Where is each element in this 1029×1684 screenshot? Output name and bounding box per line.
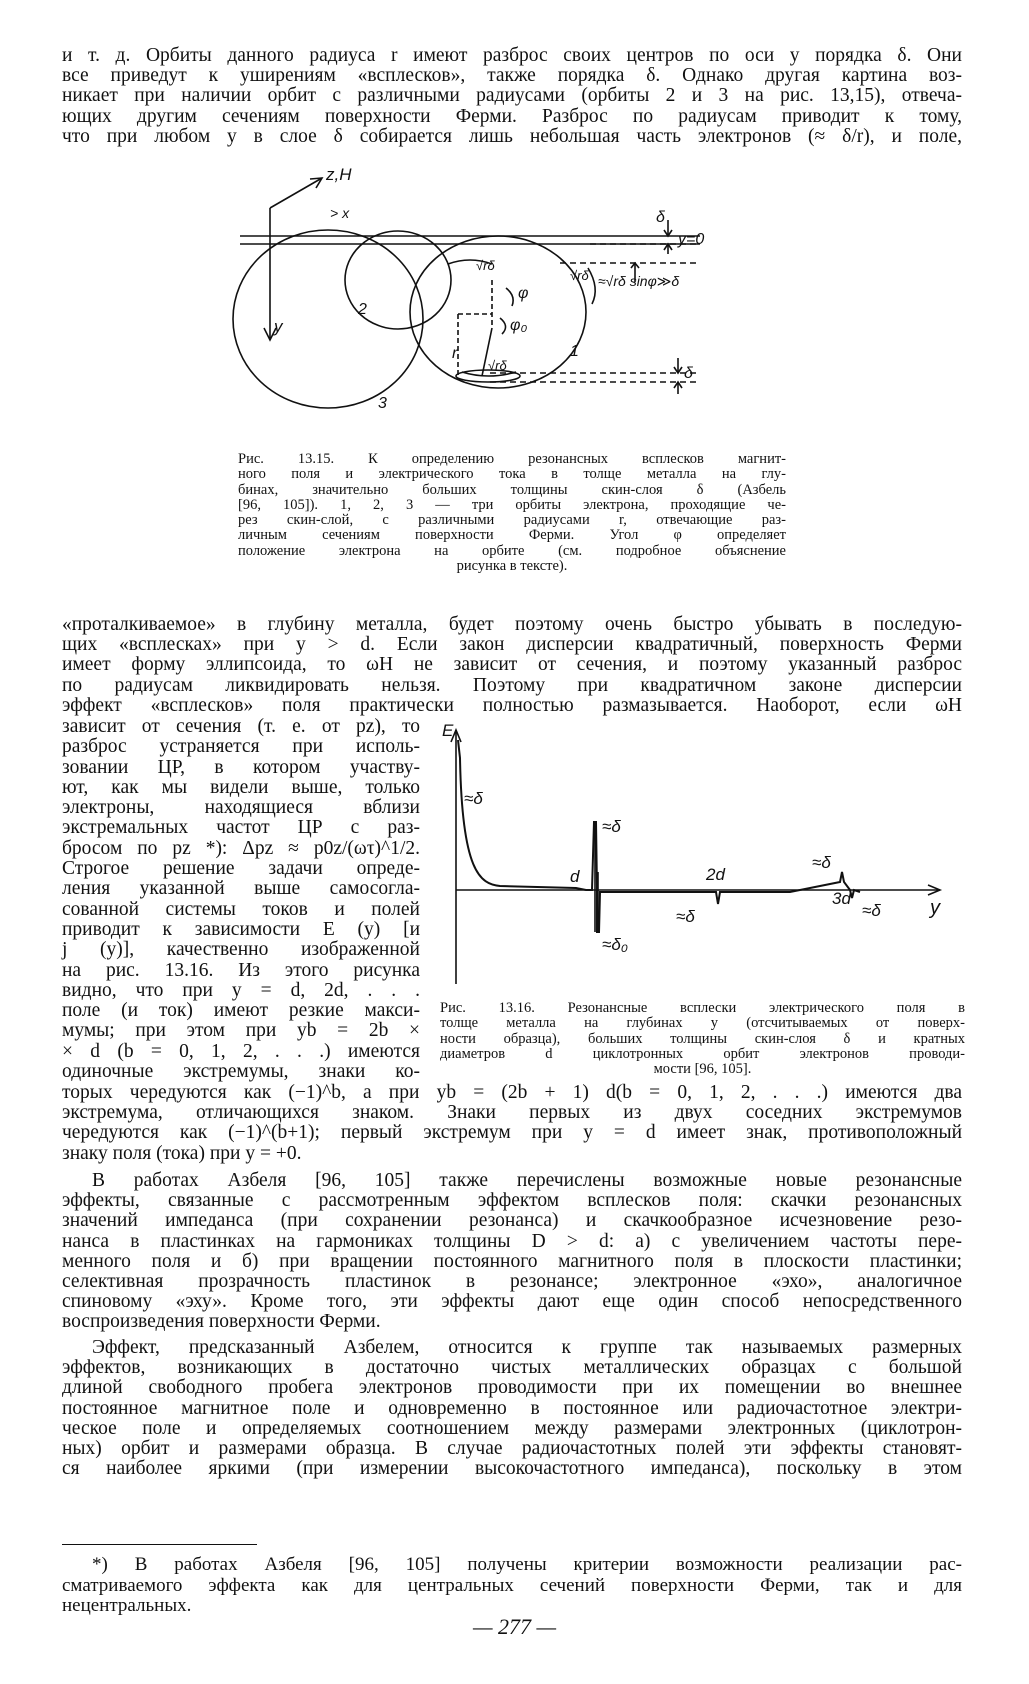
label-orbit-3: 3 <box>378 395 387 412</box>
label-phi: φ <box>518 285 529 302</box>
text-line: мумы; при этом при yb = 2b × <box>62 1020 420 1042</box>
text-line: зависит от сечения (т. е. от pz), то <box>62 716 420 737</box>
caption-line: ности образца), больших толщины скин-слоя δ и кратных <box>440 1030 965 1047</box>
text-line: никает при наличии орбит с различными радиусами (орбиты 2 и 3 на рис. 13,15), отвеча- <box>62 85 962 107</box>
text-line: сованной системы токов и полей <box>62 898 420 920</box>
page-number: — 277 — <box>472 1614 557 1639</box>
label-approx-delta-2: ≈δ <box>602 817 621 836</box>
text-line: воспроизведения поверхности Ферми. <box>62 1311 381 1333</box>
text-line: эффект «всплесков» поля практически полностью размазывается. Наоборот, если ωH <box>62 694 962 716</box>
footnote-line: нецентральных. <box>62 1595 192 1616</box>
label-r: r <box>452 345 458 362</box>
text-line: и т. д. Орбиты данного радиуса r имеют разброс своих центров по оси y порядка δ. Они <box>62 45 962 66</box>
label-y-eq-0: y=0 <box>678 231 705 248</box>
text-line: электроны, находящиеся вблизи <box>62 797 420 819</box>
text-line: все приведут к уширениям «всплесков», также порядка δ. Однако другая картина воз- <box>62 65 962 87</box>
orbit-3 <box>233 230 423 408</box>
text-line: значений импеданса (при сохранении резонанса) и скачкообразное исчезновение резо- <box>62 1210 962 1232</box>
label-E: E <box>442 722 454 740</box>
text-line: экстремума, отличающихся знаком. Знаки первых из двух соседних экстремумов <box>62 1102 962 1124</box>
label-approx-delta-5: ≈δ <box>862 901 881 920</box>
text-line: чередуются как (−1)^(b+1); первый экстремум при y = d имеет знак, противоположный <box>62 1122 962 1144</box>
caption-line: рез скин-слой, с различными радиусами r, отвечающие раз- <box>238 512 786 529</box>
caption-13-15 <box>238 452 786 574</box>
label-2d: 2d <box>706 865 725 884</box>
text-line: поле (и ток) имеют резкие макси- <box>62 1000 420 1022</box>
paragraph-after <box>62 1083 962 1164</box>
label-x: > x <box>330 205 350 221</box>
figure-13-15 <box>230 168 790 448</box>
text-line: по радиусам ликвидировать нельзя. Поэтому при квадратичном законе дисперсии <box>62 674 962 696</box>
label-sqrt-rd-3: √rδ <box>488 358 507 373</box>
text-line: j (y)], качественно изображенной <box>62 939 420 961</box>
label-y: y <box>274 317 283 336</box>
caption-line: мости [96, 105]. <box>653 1061 752 1078</box>
text-line: знаку поля (тока) при y = +0. <box>62 1142 302 1164</box>
paragraph-azbel <box>62 1171 962 1333</box>
label-delta-bottom: δ <box>684 365 693 382</box>
text-line: ют, как мы видели выше, только <box>62 776 420 798</box>
text-line: ся наиболее яркими (при измерении высокочастотного импеданса), поскольку в этом <box>62 1458 962 1480</box>
label-y: y <box>930 897 940 919</box>
label-d: d <box>570 867 580 886</box>
text-line: постоянное магнитное поле и одновременно в постоянное или радиочастотное электри- <box>62 1397 962 1419</box>
label-approx-delta-1: ≈δ <box>464 789 483 808</box>
text-line: приводит к зависимости E (y) [и <box>62 918 420 940</box>
text-line: эффектов, возникающих в достаточно чистых металлических образцах с большой <box>62 1357 962 1379</box>
text-line: длиной свободного пробега электронов проводимости при их помещении во внешнее <box>62 1377 962 1399</box>
text-line: селективная прозрачность пластинок в резонансе; электронное «эхо», аналогичное <box>62 1271 962 1293</box>
caption-line: толще металла на глубинах y (отсчитываемых от поверх- <box>440 1015 965 1032</box>
text-line: Строгое решение задачи опреде- <box>62 858 420 880</box>
text-line: одиночные экстремумы, знаки ко- <box>62 1061 420 1083</box>
label-zH: z,H <box>326 168 352 184</box>
paragraph-narrow <box>62 717 420 1082</box>
label-sqrt-rd-1: √rδ <box>476 258 495 273</box>
text-line: Эффект, предсказанный Азбелем, относится к группе так называемых размерных <box>92 1337 962 1358</box>
caption-line: бинах, значительно больших толщины скин-слоя δ (Азбель <box>238 481 786 498</box>
caption-line: [96, 105]). 1, 2, 3 — три орбиты электрона, проходящие че- <box>238 496 786 513</box>
caption-line: положение электрона на орбите (см. подробное объяснение <box>238 542 786 559</box>
text-line: менного поля и б) при вращении постоянного магнитного поля в плоскости пластинки; <box>62 1250 962 1272</box>
text-line: бросом по pz *): Δpz ≈ p0z/(ωτ)^1/2. <box>62 837 420 859</box>
text-line: ющих другим сечениям поверхности Ферми. Разброс по радиусам приводит к тому, <box>62 105 962 127</box>
label-delta-top: δ <box>656 209 665 226</box>
caption-line: ного поля и электрического тока в толще металла на глу- <box>238 466 786 483</box>
footnote-line: сматриваемого эффекта как для центральных сечений поверхности Ферми, так и для <box>62 1574 962 1596</box>
text-line: щих «всплесках» при y > d. Если закон дисперсии квадратичный, поверхность Ферми <box>62 634 962 656</box>
text-line: ных) орбит и размерами образца. В случае радиочастотных полей эти эффекты становят- <box>62 1438 962 1460</box>
text-line: экстремальных частот ЦР с раз- <box>62 817 420 839</box>
text-line: разброс устраняется при исполь- <box>62 736 420 758</box>
text-line: зовании ЦР, в котором участву- <box>62 756 420 778</box>
zH-axis-line <box>270 178 322 208</box>
figure-13-16 <box>440 722 960 992</box>
text-line: ления указанной выше самосогла- <box>62 878 420 900</box>
label-3d: 3d <box>832 889 851 908</box>
text-line: нанса в пластинках на гармониках толщины D > d: а) с увеличением частоты пере- <box>62 1230 962 1252</box>
text-line: что при любом y в слое δ собирается лишь небольшая часть электронов (≈ δ/r), и поле, <box>62 125 962 147</box>
label-orbit-2: 2 <box>358 301 367 318</box>
footnote-rule <box>62 1544 257 1545</box>
footnote <box>62 1555 962 1617</box>
paragraph-effect <box>62 1338 962 1479</box>
text-line: на рис. 13.16. Из этого рисунка <box>62 959 420 981</box>
caption-13-16 <box>440 1001 965 1077</box>
paragraph-top <box>62 46 962 147</box>
text-line: × d (b = 0, 1, 2, . . .) имеются <box>62 1040 420 1062</box>
footnote-line: *) В работах Азбеля [96, 105] получены критерии возможности реализации рас- <box>92 1554 962 1575</box>
text-line: В работах Азбеля [96, 105] также перечислены возможные новые резонансные <box>92 1170 962 1191</box>
text-line: спиновому «эху». Кроме того, эти эффекты дают еще один способ непосредственного <box>62 1291 962 1313</box>
label-approx-delta-3: ≈δ <box>812 853 831 872</box>
text-line: эффекты, связанные с рассмотренным эффектом всплесков поля: скачки резонансных <box>62 1190 962 1212</box>
caption-line: Рис. 13.16. Резонансные всплески электрического поля в <box>440 1000 965 1016</box>
text-line: торых чередуются как (−1)^b, а при yb = (2b + 1) d(b = 0, 1, 2, . . .) имеются два <box>62 1082 962 1103</box>
label-sqrt-rd-2: √rδ <box>570 268 589 283</box>
label-approx-expr: ≈√rδ sinφ≫δ <box>598 273 680 289</box>
label-orbit-1: 1 <box>570 343 579 360</box>
paragraph-mid <box>62 615 962 716</box>
caption-line: личным сечениям поверхности Ферми. Угол φ определяет <box>238 527 786 544</box>
caption-line: диаметров d циклотронных орбит электронов проводи- <box>440 1045 965 1062</box>
caption-line: рисунка в тексте). <box>456 558 568 575</box>
text-line: имеет форму эллипсоида, то ωH не зависит от сечения, и поэтому указанный разброс <box>62 654 962 676</box>
text-line: «проталкиваемое» в глубину металла, будет поэтому очень быстро убывать в последую- <box>62 614 962 635</box>
label-approx-delta0: ≈δ₀ <box>602 935 628 954</box>
label-approx-delta-4: ≈δ <box>676 907 695 926</box>
caption-line: Рис. 13.15. К определению резонансных всплесков магнит- <box>238 451 786 467</box>
text-line: видно, что при y = d, 2d, . . . <box>62 979 420 1001</box>
label-phi0: φ₀ <box>510 317 528 334</box>
text-line: ческое поле и определяемых соотношением между размерами электронных (циклотрон- <box>62 1417 962 1439</box>
field-curve <box>458 740 860 932</box>
